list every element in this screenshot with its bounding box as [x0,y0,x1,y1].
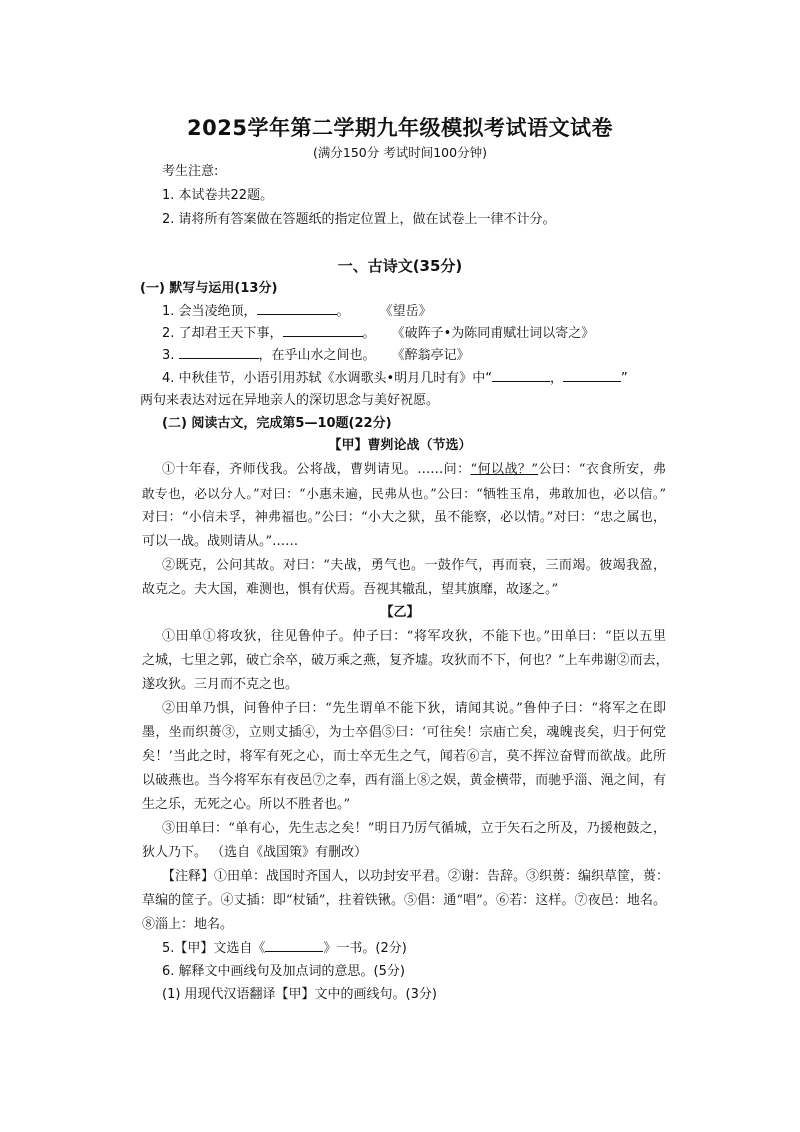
jia-p1-line3: 对曰：“小信未孚，神弗福也。”公曰：“小大之狱，虽不能察，必以情。”对曰：“忠之属也， [142,510,666,525]
jia-p2-line2: 故克之。夫大国，难测也，惧有伏焉。吾视其辙乱，望其旗靡，故逐之。” [142,582,559,597]
jia-p1-line1-pre: ①十年春，齐师伐我。公将战，曹刿请见。……问： [162,462,471,477]
page-title: 2025学年第二学期九年级模拟考试语文试卷 [187,116,613,140]
notice-item-2: 2. 请将所有答案做在答题纸的指定位置上，做在试卷上一律不计分。 [162,212,556,227]
question-1 [162,302,432,322]
q3-source: 《醉翁亭记》 [391,348,470,363]
question-6-1: (1) 用现代汉语翻译【甲】文中的画线句。(3分) [162,987,437,1002]
question-3 [162,346,470,366]
notice-heading: 考生注意: [162,164,219,179]
q3-suffix: ，在乎山水之间也。 [258,348,376,363]
jia-p2-line1: ②既克，公问其故。对曰：“夫战，勇气也。一鼓作气，再而衰，三而竭。彼竭我盈， [162,558,666,573]
text-jia-heading: 【甲】曹刿论战（节选） [328,438,472,453]
yi-p2-line5: 生之乐，无死之心。所以不胜者也。” [142,797,351,812]
page-subtitle: (满分150分 考试时间100分钟) [313,145,487,160]
q1-blank [257,302,337,315]
q1-source: 《望岳》 [379,304,432,319]
q3-prefix: 3. [162,348,179,363]
q2-source: 《破阵子•为陈同甫赋壮词以寄之》 [391,326,595,341]
jia-p1-line1 [162,460,666,480]
q1-prefix: 1. 会当凌绝顶， [162,304,257,319]
q2-prefix: 2. 了却君王天下事， [162,326,283,341]
q5-suffix: 》一书。(2分) [323,941,407,956]
q5-blank [265,939,323,952]
q5-prefix: 5.【甲】文选自《 [162,941,266,956]
yi-notes-line3: ⑧淄上：地名。 [142,917,234,932]
q4-end: ” [620,371,628,386]
question-4 [162,369,628,389]
yi-p2-line2: 墨，坐而织蒉③，立则丈插④，为士卒倡⑤曰：‘可往矣！宗庙亡矣，魂魄丧矣，归于何党 [142,725,666,740]
q4-prefix: 4. 中秋佳节，小语引用苏轼《水调歌头•明月几时有》中“ [162,371,492,386]
jia-p1-line4: 可以一战。战则请从。”…… [142,534,299,549]
question-6: 6. 解释文中画线句及加点词的意思。(5分) [162,964,405,979]
yi-notes-line1: 【注释】①田单：战国时齐国人，以功封安平君。②谢：告辞。③织蒉：编织草筐，蒉： [162,869,670,884]
text-yi-heading: 【乙】 [380,605,420,620]
yi-p1-line2: 之城，七里之郭，破亡余卒，破万乘之燕，复齐墟。攻狄而不下，何也？”上车弗谢②而去， [142,653,669,668]
question-2 [162,324,594,344]
yi-p2-line4: 以破燕也。当今将军东有夜邑⑦之奉，西有淄上⑧之娱，黄金横带，而驰乎淄、渑之间，有 [142,773,666,788]
yi-p1-line3: 遂攻狄。三月而不克之也。 [142,677,299,692]
question-4-line2: 两句来表达对远在异地亲人的深切思念与美好祝愿。 [140,393,440,408]
jia-p1-line1-post: 公曰：“衣食所安，弗 [538,462,666,477]
q2-suffix: 。 [362,326,376,341]
q4-blank-2 [563,369,621,382]
jia-underlined-question: “何以战？” [470,462,539,477]
yi-p2-line3: 矣！’当此之时，将军有死之心，而士卒无生之气，闻若⑥言，莫不挥泣奋臂而欲战。此所 [142,749,666,764]
yi-p2-line1: ②田单乃惧，问鲁仲子曰：“先生谓单不能下狄，请闻其说。”鲁仲子曰：“将军之在即 [162,701,666,716]
yi-p1-line1: ①田单①将攻狄，往见鲁仲子。仲子曰：“将军攻狄，不能下也。”田单曰：“臣以五里 [162,629,666,644]
yi-notes-line2: 草编的筐子。④丈插：即“杖锸”，拄着铁锹。⑤倡：通“唱”。⑥若：这样。⑦夜邑：地名。 [142,893,666,908]
yi-p3-line2: 狄人乃下。 （选自《战国策》有删改） [142,845,368,860]
q3-blank [179,346,259,359]
q4-mid: ， [549,371,563,386]
jia-p1-line2: 敢专也，必以分人。”对曰：“小惠未遍，民弗从也。”公曰：“牺牲玉帛，弗敢加也，必以信。” [142,486,666,501]
section-heading: 一、古诗文(35分) [337,257,463,275]
q4-blank-1 [492,369,550,382]
part1-heading: (一) 默写与运用(13分) [140,281,278,296]
yi-p3-line1: ③田单曰：“单有心，先生志之矣！”明日乃厉气循城，立于矢石之所及，乃援枹鼓之， [162,821,666,836]
q2-blank [283,324,363,337]
notice-item-1: 1. 本试卷共22题。 [162,188,274,203]
q1-suffix: 。 [336,304,350,319]
question-5 [162,939,407,959]
part2-heading: (二) 阅读古文，完成第5—10题(22分) [162,416,392,431]
